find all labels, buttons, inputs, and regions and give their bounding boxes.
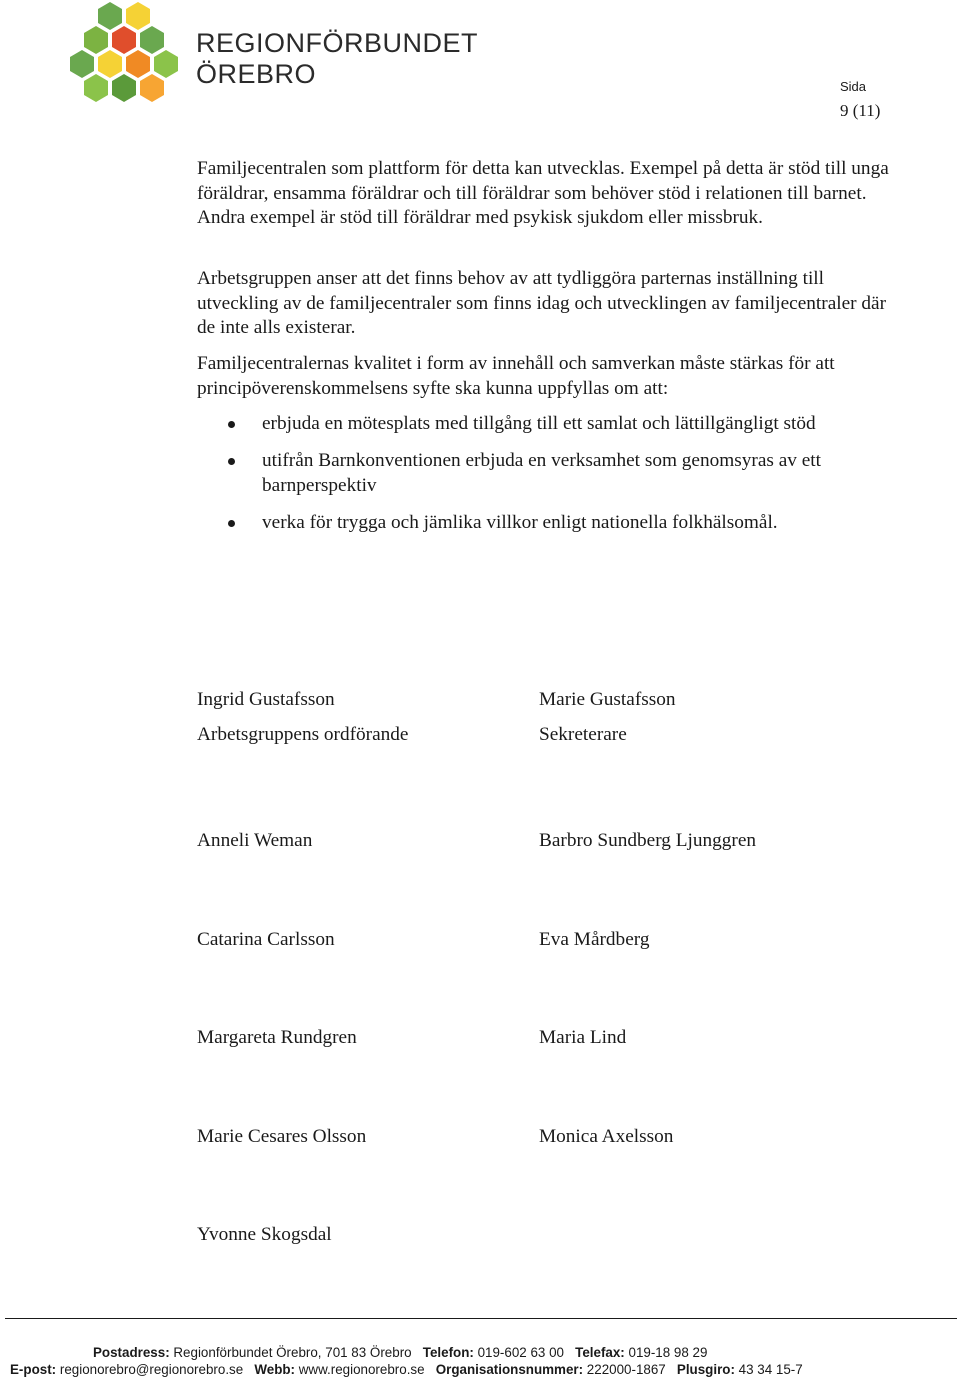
signatory-title-right-1: Sekreterare — [539, 724, 627, 745]
signatory-name-left-3: Catarina Carlsson — [197, 929, 335, 950]
logo-hex-11 — [112, 74, 136, 102]
bullet-icon — [228, 421, 235, 428]
logo-hex-5 — [140, 26, 164, 54]
logo-hex-1 — [98, 2, 122, 30]
logo-hex-12 — [140, 74, 164, 102]
footer-orgnr-value: 222000-1867 — [586, 1362, 666, 1377]
list-item — [228, 449, 908, 498]
bullet-list — [228, 412, 908, 548]
logo-hex-10 — [84, 74, 108, 102]
bullet-text: verka för trygga och jämlika villkor enligt nationella folkhälsomål. — [262, 511, 778, 533]
signatory-name-right-1: Marie Gustafsson — [539, 689, 676, 710]
footer-telefax-value: 019-18 98 29 — [628, 1345, 708, 1360]
footer-webb-label: Webb: — [254, 1362, 296, 1377]
bullet-icon — [228, 458, 235, 465]
page-label: Sida — [840, 79, 867, 94]
bullet-icon — [228, 520, 235, 527]
org-name-line1: REGIONFÖRBUNDET — [196, 28, 479, 58]
list-item — [228, 412, 908, 437]
page-number: 9 (11) — [840, 101, 881, 120]
list-item — [228, 511, 908, 536]
logo-hex-7 — [98, 50, 122, 78]
signatory-name-left-5: Marie Cesares Olsson — [197, 1126, 367, 1147]
footer-postadress-label: Postadress: — [93, 1345, 170, 1360]
logo-hex-9 — [154, 50, 178, 78]
bullet-text: utifrån Barnkonventionen erbjuda en verksamhet som genomsyras av ett barnperspektiv — [262, 450, 821, 496]
footer-plusgiro-label: Plusgiro: — [676, 1362, 735, 1377]
footer-line-1 — [93, 1345, 707, 1361]
footer-webb-value: www.regionorebro.se — [298, 1362, 425, 1377]
paragraph-3: Familjecentralernas kvalitet i form av innehåll och samverkan måste stärkas för att principöverenskommelsens syfte ska kunna uppfyllas om att: — [197, 353, 835, 399]
signatory-name-left-4: Margareta Rundgren — [197, 1027, 357, 1048]
footer-telefon-label: Telefon: — [422, 1345, 474, 1360]
footer-epost-label: E-post: — [10, 1362, 57, 1377]
footer-orgnr-label: Organisationsnummer: — [435, 1362, 584, 1377]
signatory-name-right-4: Maria Lind — [539, 1027, 627, 1048]
signatory-name-left-1: Ingrid Gustafsson — [197, 689, 335, 710]
bullet-text: erbjuda en mötesplats med tillgång till ett samlat och lättillgängligt stöd — [262, 413, 816, 434]
org-name — [196, 28, 478, 90]
logo-hex-6 — [70, 50, 94, 78]
signatory-name-right-5: Monica Axelsson — [539, 1126, 674, 1147]
paragraph-2: Arbetsgruppen anser att det finns behov av att tydliggöra parternas inställning till utveckling av de familjecentraler som finns idag och utvecklingen av familjecentraler där de inte alls existerar. — [197, 268, 887, 338]
logo-hex-4 — [112, 26, 136, 54]
logo-hex-8 — [126, 50, 150, 78]
footer-telefon-value: 019-602 63 00 — [477, 1345, 564, 1360]
signatory-name-right-3: Eva Mårdberg — [539, 929, 650, 950]
logo-hex-3 — [84, 26, 108, 54]
signatory-name-right-2: Barbro Sundberg Ljunggren — [539, 830, 757, 851]
footer-line-2 — [10, 1362, 803, 1378]
footer-telefax-label: Telefax: — [575, 1345, 625, 1360]
footer-divider — [5, 1318, 957, 1319]
region-logo — [66, 0, 186, 110]
signatory-title-left-1: Arbetsgruppens ordförande — [197, 724, 409, 745]
signatory-name-left-6: Yvonne Skogsdal — [197, 1224, 332, 1245]
logo-hex-2 — [126, 2, 150, 30]
paragraph-1: Familjecentralen som plattform för detta kan utvecklas. Exempel på detta är stöd till unga föräldrar, ensamma föräldrar och till föräldrar som behöver stöd i relationen till barnet. Andra exempel är stöd till föräldrar med psykisk sjukdom eller missbruk. — [197, 158, 889, 228]
org-name-line2: ÖREBRO — [196, 59, 317, 89]
footer-postadress-value: Regionförbundet Örebro, 701 83 Örebro — [173, 1345, 412, 1360]
signatory-name-left-2: Anneli Weman — [197, 830, 313, 851]
footer-plusgiro-value: 43 34 15-7 — [738, 1362, 803, 1377]
footer-epost-value: regionorebro@regionorebro.se — [59, 1362, 244, 1377]
